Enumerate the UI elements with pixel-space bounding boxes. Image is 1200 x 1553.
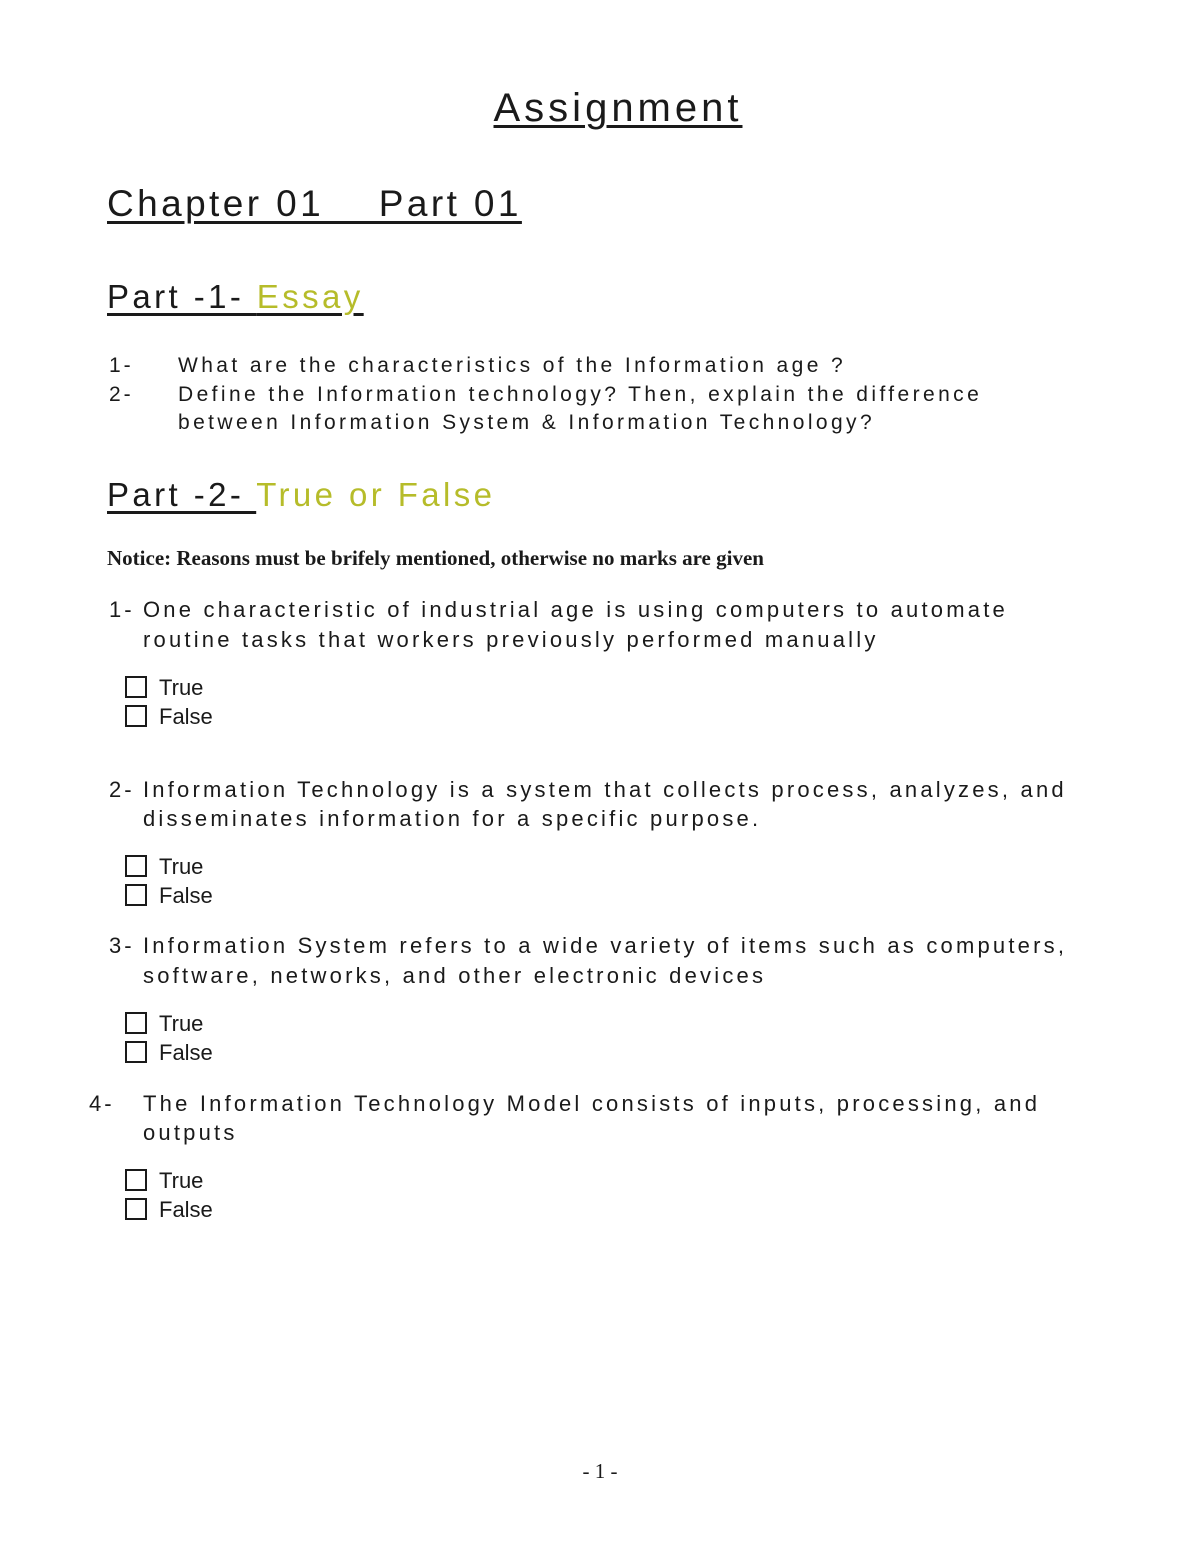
false-label: False [159, 1197, 213, 1222]
part2-name: True or False [256, 476, 496, 513]
tf-q1-false-option[interactable] [125, 704, 213, 730]
tf-q4-number: 4- [89, 1091, 115, 1116]
tf-q4-line2: outputs [143, 1120, 238, 1145]
false-label: False [159, 1040, 213, 1065]
true-label: True [159, 854, 204, 879]
part1-heading [107, 278, 364, 316]
page-number: - 1 - [582, 1459, 618, 1483]
tf-q1-line1: One characteristic of industrial age is using computers to automate [143, 597, 1008, 622]
true-label: True [159, 1011, 204, 1036]
part1-name: Essay [256, 278, 364, 315]
essay-q2-line1: Define the Information technology? Then, explain the difference [178, 383, 983, 406]
false-label: False [159, 704, 213, 729]
tf-q2-number: 2- [109, 777, 135, 802]
checkbox-icon[interactable] [125, 1012, 147, 1034]
false-label: False [159, 883, 213, 908]
checkbox-icon[interactable] [125, 855, 147, 877]
part2-heading [107, 476, 495, 514]
part1-label: Part -1- [107, 278, 257, 315]
part2-label: Part -2- [107, 476, 257, 513]
tf-q4-true-option[interactable] [125, 1168, 203, 1194]
essay-q2-number: 2- [109, 383, 134, 406]
tf-q1-true-option[interactable] [125, 675, 203, 701]
checkbox-icon[interactable] [125, 1041, 147, 1063]
checkbox-icon[interactable] [125, 676, 147, 698]
checkbox-icon[interactable] [125, 1169, 147, 1191]
tf-q3-line2: software, networks, and other electronic devices [143, 963, 767, 988]
essay-q1-number: 1- [109, 354, 134, 377]
tf-q2-line2: disseminates information for a specific purpose. [143, 806, 762, 831]
essay-q1-line1: What are the characteristics of the Information age ? [178, 354, 847, 377]
notice-text: Notice: Reasons must be brifely mentioned, otherwise no marks are given [107, 546, 764, 570]
checkbox-icon[interactable] [125, 1198, 147, 1220]
tf-q1-line2: routine tasks that workers previously performed manually [143, 627, 879, 652]
true-label: True [159, 1168, 204, 1193]
checkbox-icon[interactable] [125, 705, 147, 727]
chapter-heading: Chapter 01 Part 01 [107, 183, 522, 224]
tf-q4-line1: The Information Technology Model consists of inputs, processing, and [143, 1091, 1041, 1116]
tf-q2-line1: Information Technology is a system that collects process, analyzes, and [143, 777, 1067, 802]
true-label: True [159, 675, 204, 700]
tf-q3-true-option[interactable] [125, 1011, 203, 1037]
tf-q2-false-option[interactable] [125, 883, 213, 909]
tf-q1-number: 1- [109, 597, 135, 622]
document-title: Assignment [493, 86, 743, 130]
tf-q4-false-option[interactable] [125, 1197, 213, 1223]
tf-q3-number: 3- [109, 933, 135, 958]
essay-q2-line2: between Information System & Information Technology? [178, 411, 876, 434]
tf-q3-line1: Information System refers to a wide variety of items such as computers, [143, 933, 1068, 958]
tf-q3-false-option[interactable] [125, 1040, 213, 1066]
checkbox-icon[interactable] [125, 884, 147, 906]
tf-q2-true-option[interactable] [125, 854, 203, 880]
